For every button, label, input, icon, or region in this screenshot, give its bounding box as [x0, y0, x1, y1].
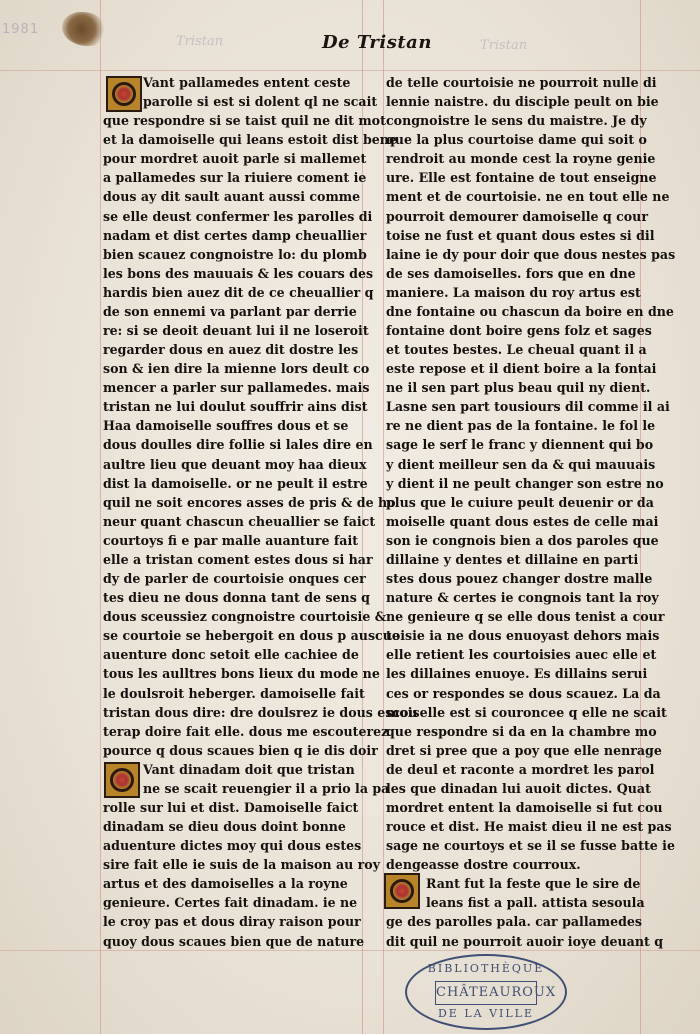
text-line: Vant dinadam doit que tristan: [143, 761, 355, 777]
text-line: terap doire fait elle. dous me escouterez: [103, 723, 389, 739]
text-line: dy de parler de courtoisie onques cer: [103, 571, 366, 587]
text-line: y dient il ne peult changer son estre no: [386, 475, 664, 491]
text-line: ne il sen part plus beau quil ny dient.: [386, 380, 651, 396]
text-line: se elle deust confermer les parolles di: [103, 208, 373, 224]
text-line: plus que le cuiure peult deuenir or da: [386, 494, 654, 510]
text-line: aultre lieu que deuant moy haa dieux: [103, 456, 367, 472]
text-line: aduenture dictes moy qui dous estes: [103, 838, 362, 854]
text-line: de ses damoiselles. fors que en dne: [386, 265, 636, 281]
text-line: bien scauez congnoistre lo: du plomb: [103, 246, 367, 262]
text-line: et toutes bestes. Le cheual quant il a: [386, 342, 647, 358]
text-line: lennie naistre. du disciple peult on bie: [386, 94, 659, 110]
text-line: dous sceussiez congnoistre courtoisie &: [103, 609, 387, 625]
stamp-bottom-text: DE LA VILLE: [437, 1007, 535, 1020]
text-line: toise ne fust et quant dous estes si dil: [386, 227, 655, 243]
text-line: tous les aulltres bons lieux du mode ne: [103, 666, 380, 682]
text-line: laine ie dy pour doir que dous nestes pas: [386, 246, 676, 262]
text-line: pourroit demourer damoiselle q cour: [386, 208, 648, 224]
text-line: ure. Elle est fontaine de tout enseigne: [386, 170, 657, 186]
text-line: Lasne sen part tousiours dil comme il ai: [386, 399, 670, 415]
text-line: dit quil ne pourroit auoir ioye deuant q: [386, 933, 663, 949]
text-line: que la plus courtoise dame qui soit o: [386, 132, 647, 148]
text-line: tristan dous dire: dre doulsrez ie dous escou: [103, 704, 418, 720]
text-line: nature & certes ie congnois tant la roy: [386, 590, 659, 606]
text-line: tristan ne lui doulut souffrir ains dist: [103, 399, 368, 415]
text-line: a pallamedes sur la riuiere coment ie: [103, 170, 367, 186]
text-line: leans fist a pall. attista sesoula: [426, 895, 645, 911]
text-line: stes dous pouez changer dostre malle: [386, 571, 653, 587]
text-line: de deul et raconte a mordret les parol: [386, 761, 655, 777]
text-line: Haa damoiselle souffres dous et se: [103, 418, 349, 434]
text-line: rendroit au monde cest la royne genie: [386, 151, 656, 167]
text-line: ne se scait reuengier il a prio la pa: [143, 780, 390, 796]
text-line: que respondre si se taist quil ne dit mot: [103, 113, 386, 129]
text-line: son ie congnois bien a dos paroles que: [386, 532, 659, 548]
text-line: tes dieu ne dous donna tant de sens q: [103, 590, 370, 606]
text-line: quil ne soit encores asses de pris & de ho: [103, 494, 396, 510]
text-line: son & ien dire la mienne lors deult co: [103, 361, 370, 377]
text-line: Rant fut la feste que le sire de: [426, 876, 641, 892]
text-line: re: si se deoit deuant lui il ne loseroit: [103, 323, 369, 339]
text-line: hardis bien auez dit de ce cheuallier q: [103, 284, 374, 300]
text-line: mencer a parler sur pallamedes. mais: [103, 380, 370, 396]
text-line: regarder dous en auez dit dostre les: [103, 342, 359, 358]
text-line: re ne dient pas de la fontaine. le fol le: [386, 418, 656, 434]
text-line: de telle courtoisie ne pourroit nulle di: [386, 75, 657, 90]
text-line: sire fait elle ie suis de la maison au roy: [103, 857, 381, 873]
ink-stain: [62, 12, 106, 46]
text-line: mordret entent la damoiselle si fut cou: [386, 799, 663, 815]
text-line: rouce et dist. He maist dieu il ne est pas: [386, 819, 672, 835]
text-line: ment et de courtoisie. ne en tout elle ne: [386, 189, 670, 205]
text-line: rolle sur lui et dist. Damoiselle faict: [103, 799, 359, 815]
text-line: quoy dous scaues bien que de nature: [103, 933, 365, 949]
text-line: dist la damoiselle. or ne peult il estre: [103, 475, 368, 491]
text-line: pour mordret auoit parle si mallemet: [103, 151, 367, 167]
text-line: sage ne courtoys et se il se fusse batte ie: [386, 838, 675, 854]
text-line: neur quant chascun cheuallier se faict: [103, 513, 376, 529]
show-through-text: Tristan: [480, 38, 528, 53]
text-line: toisie ia ne dous enuoyast dehors mais: [386, 628, 660, 644]
text-line: elle retient les courtoisies auec elle et: [386, 647, 657, 663]
text-line: ge des parolles pala. car pallamedes: [386, 914, 643, 930]
text-line: que respondre si da en la chambre mo: [386, 723, 657, 739]
text-line: moiselle est si couroncee q elle ne scait: [386, 704, 667, 720]
text-line: Vant pallamedes entent ceste: [143, 75, 351, 90]
text-line: le doulsroit heberger. damoiselle fait: [103, 685, 365, 701]
text-line: dillaine y dentes et dillaine en parti: [386, 551, 639, 567]
text-line: genieure. Certes fait dinadam. ie ne: [103, 895, 358, 911]
stamp-middle-text: CHÂTEAUROUX: [435, 981, 537, 1005]
text-line: les dillaines enuoye. Es dillains serui: [386, 666, 648, 682]
text-line: ne genieure q se elle dous tenist a cour: [386, 609, 665, 625]
right-text-column: [386, 73, 676, 951]
text-line: auenture donc setoit elle cachiee de: [103, 647, 359, 663]
text-line: fontaine dont boire gens folz et sages: [386, 323, 652, 339]
ruling-line: [0, 70, 700, 71]
text-line: et la damoiselle qui leans estoit dist bene: [103, 132, 397, 148]
text-line: dne fontaine ou chascun da boire en dne: [386, 303, 674, 319]
text-line: dret si pree que a poy que elle nenrage: [386, 742, 662, 758]
text-line: y dient meilleur sen da & qui mauuais: [386, 456, 656, 472]
text-line: les bons des mauuais & les couars des: [103, 265, 374, 281]
text-line: congnoistre le sens du maistre. Je dy: [386, 113, 647, 129]
text-line: le croy pas et dous diray raison pour: [103, 914, 361, 930]
text-line: courtoys fi e par malle auanture fait: [103, 532, 359, 548]
text-line: elle a tristan coment estes dous si har: [103, 551, 373, 567]
text-line: artus et des damoiselles a la royne: [103, 876, 348, 892]
text-line: de son ennemi va parlant par derrie: [103, 303, 357, 319]
ruling-line: [100, 0, 101, 1034]
pencil-mark: 1981: [2, 22, 40, 37]
text-line: nadam et dist certes damp cheuallier: [103, 227, 367, 243]
text-line: moiselle quant dous estes de celle mai: [386, 513, 659, 529]
library-stamp: [405, 954, 567, 1030]
text-line: este repose et il dient boire a la fontai: [386, 361, 657, 377]
stamp-top-text: BIBLIOTHÈQUE: [427, 962, 545, 975]
text-line: parolle si est si dolent ql ne scait: [143, 94, 378, 110]
text-line: maniere. La maison du roy artus est: [386, 284, 641, 300]
text-line: sage le serf le franc y diennent qui bo: [386, 437, 654, 453]
text-line: se courtoie se hebergoit en dous p auscue: [103, 628, 400, 644]
text-line: ces or respondes se dous scauez. La da: [386, 685, 661, 701]
text-line: dengeasse dostre courroux.: [386, 857, 581, 873]
text-line: dous doulles dire follie si lales dire en: [103, 437, 373, 453]
left-text-column: [103, 73, 418, 951]
show-through-text: Tristan: [176, 34, 224, 49]
text-line: dinadam se dieu dous doint bonne: [103, 819, 346, 835]
running-title: De Tristan: [322, 32, 432, 53]
text-line: les que dinadan lui auoit dictes. Quat: [386, 780, 651, 796]
text-line: dous ay dit sault auant aussi comme: [103, 189, 361, 205]
text-line: pource q dous scaues bien q ie dis doir: [103, 742, 378, 758]
